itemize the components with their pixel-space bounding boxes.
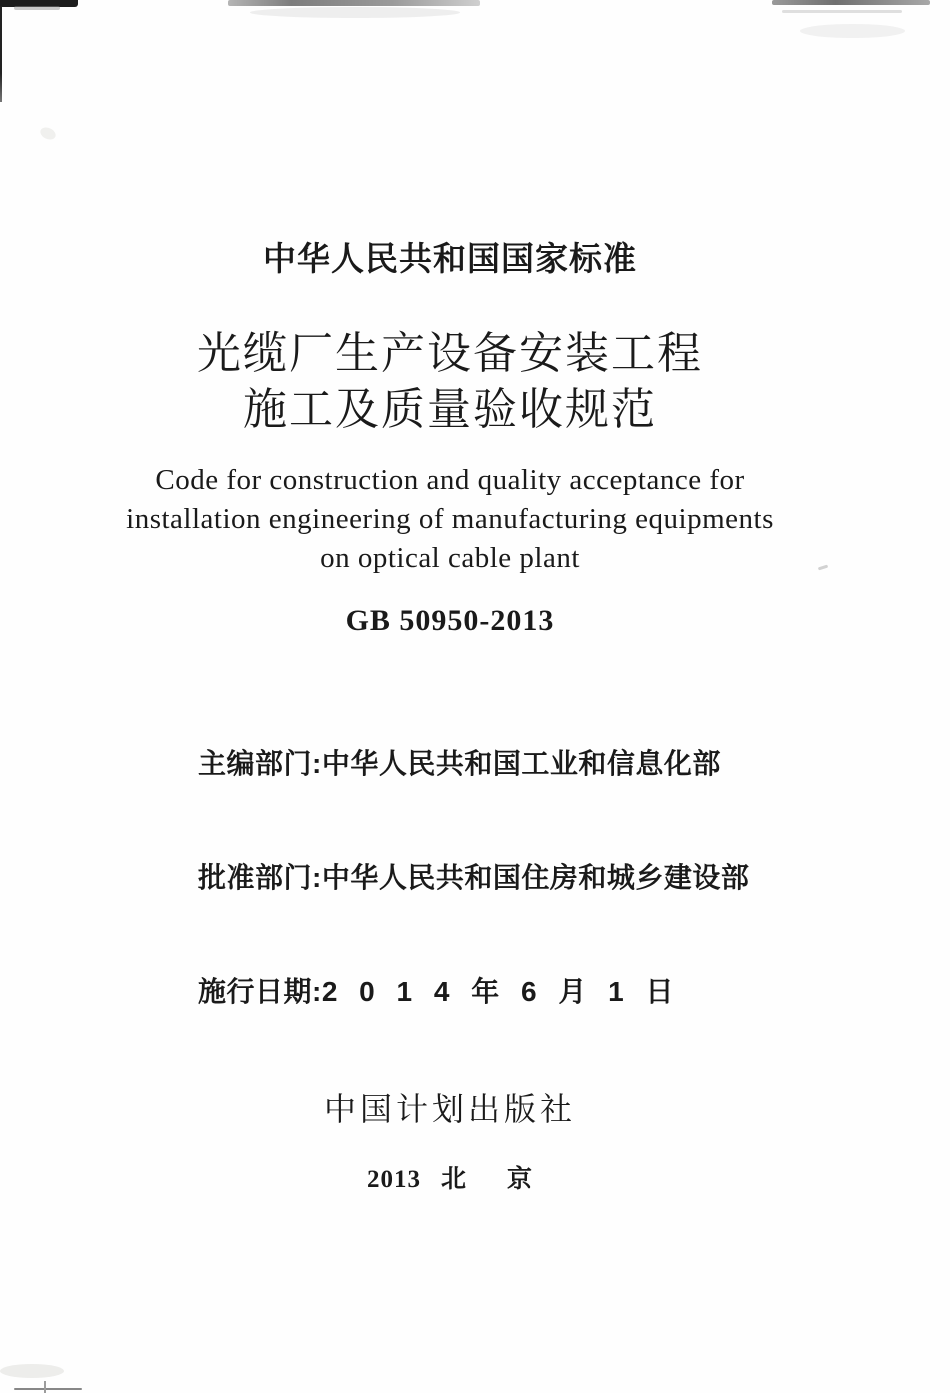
scan-artifact-left-edge-line bbox=[0, 6, 2, 102]
national-standard-label: 中华人民共和国国家标准 bbox=[263, 240, 637, 277]
document-title-english bbox=[0, 461, 900, 578]
scan-artifact-top-middle bbox=[228, 0, 480, 6]
imprint-city-char1: 北 bbox=[440, 1166, 467, 1193]
english-title-line1: Code for construction and quality acceptance for bbox=[155, 464, 745, 496]
scan-artifact-top-left-smear bbox=[14, 6, 60, 10]
english-title-line2: installation engineering of manufacturing equipments bbox=[126, 503, 774, 535]
document-title-line1: 光缆厂生产设备安装工程 bbox=[197, 329, 703, 378]
imprint-line bbox=[0, 1159, 900, 1195]
approval-department: 批准部门:中华人民共和国住房和城乡建设部 bbox=[198, 862, 750, 893]
publisher-name: 中国计划出版社 bbox=[323, 1091, 576, 1127]
department-info-block bbox=[198, 669, 749, 1087]
scan-artifact-bottom-mark-h bbox=[14, 1388, 82, 1390]
scan-artifact-top-right-patch bbox=[800, 24, 905, 38]
imprint-city-char2: 京 bbox=[507, 1166, 534, 1193]
scan-artifact-top-right-echo bbox=[782, 10, 902, 13]
scan-artifact-top-right bbox=[772, 0, 930, 5]
chief-editor-department: 主编部门:中华人民共和国工业和信息化部 bbox=[198, 748, 721, 779]
scan-artifact-left-spot bbox=[38, 125, 57, 142]
document-title bbox=[0, 326, 900, 438]
scan-artifact-bottom-mark-v bbox=[44, 1381, 46, 1393]
scan-artifact-top-left bbox=[0, 0, 78, 7]
english-title-line3: on optical cable plant bbox=[320, 542, 580, 574]
scan-artifact-top-middle-smear bbox=[250, 7, 460, 18]
document-title-line2: 施工及质量验收规范 bbox=[243, 385, 657, 434]
standard-number: GB 50950-2013 bbox=[345, 604, 555, 637]
scan-artifact-bottom-smudge bbox=[0, 1364, 64, 1378]
effective-date: 施行日期:2 0 1 4 年 6 月 1 日 bbox=[198, 976, 674, 1007]
imprint-year: 2013 bbox=[366, 1166, 421, 1193]
